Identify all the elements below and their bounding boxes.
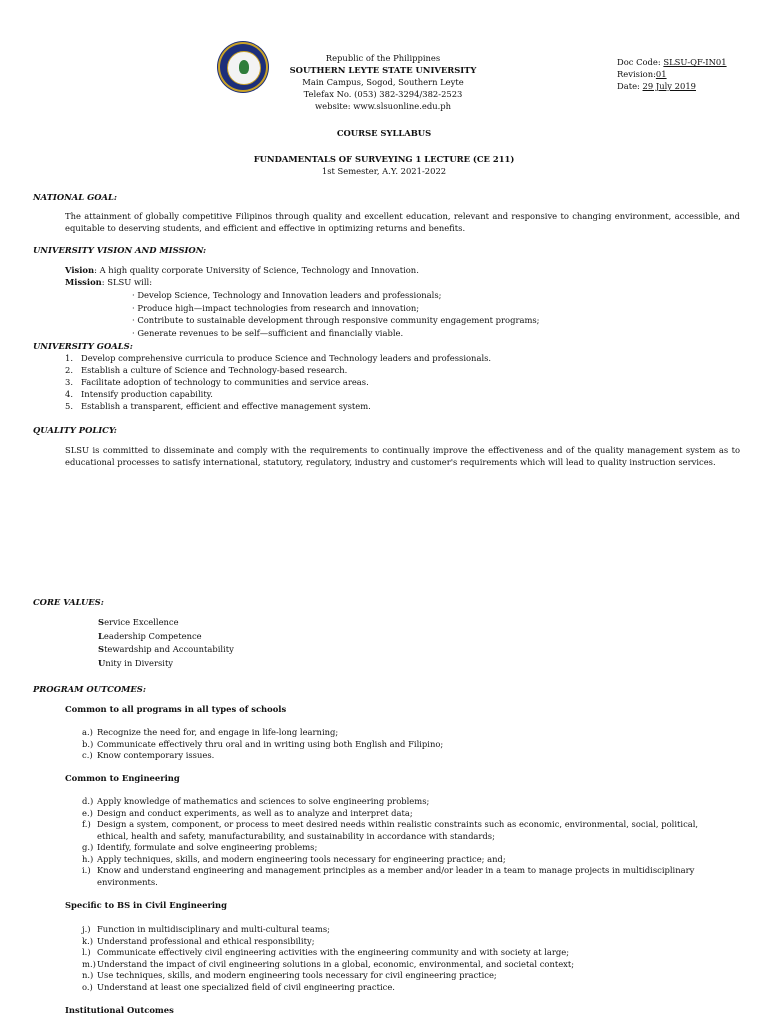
- core-value: Unity in Diversity: [98, 657, 174, 668]
- document-info: Doc Code: SLSU-QF-IN01 Revision:01 Date: 29 July 2019: [617, 57, 727, 91]
- outcome-item: e.) Design and conduct experiments, as well as to analyze and interpret data;: [82, 807, 413, 818]
- outcome-list-civil: [82, 924, 737, 993]
- mission-bullet: · Generate revenues to be self—sufficient and financially viable.: [132, 328, 404, 338]
- national-goal-heading: NATIONAL GOAL:: [33, 192, 118, 202]
- letterhead: [270, 52, 496, 112]
- outcome-item: a.) Recognize the need for, and engage in life-long learning;: [82, 727, 339, 737]
- outcome-item: l.) Communicate effectively civil engineering activities with the engineering community and with society at large;: [82, 947, 570, 957]
- quality-policy-text: SLSU is committed to disseminate and comply with the requirements to continually improve the effectiveness and of the quality management system as to educational processes to satisfy international, statutory, regulatory, industry and customer's requirements which will lead to quality instruction services.: [65, 445, 740, 467]
- outcome-item: b.) Communicate effectively thru oral and in writing using both English and Filipino;: [82, 738, 444, 749]
- engineering-heading: Common to Engineering: [65, 773, 180, 783]
- common-all-heading: Common to all programs in all types of schools: [65, 704, 287, 714]
- outcome-item: m.)Understand the impact of civil engineering solutions in a global, economic, environmental, and societal context;: [82, 958, 575, 969]
- civil-heading: Specific to BS in Civil Engineering: [65, 900, 228, 910]
- vision-mission-heading: UNIVERSITY VISION AND MISSION:: [33, 245, 207, 255]
- republic-line: Republic of the Philippines: [325, 53, 441, 63]
- mission-bullet: · Produce high—impact technologies from research and innovation;: [132, 303, 420, 313]
- outcome-item: c.) Know contemporary issues.: [82, 750, 215, 760]
- revision: 01: [655, 69, 667, 79]
- program-outcomes-heading: PROGRAM OUTCOMES:: [33, 684, 146, 694]
- university-goals-heading: UNIVERSITY GOALS:: [33, 341, 133, 351]
- semester: 1st Semester, A.Y. 2021-2022: [321, 166, 447, 176]
- outcome-item: n.) Use techniques, skills, and modern engineering tools necessary for civil engineering practice;: [82, 970, 497, 980]
- page-title: COURSE SYLLABUS: [336, 128, 432, 138]
- core-values-heading: CORE VALUES:: [33, 597, 104, 607]
- campus-line: Main Campus, Sogod, Southern Leyte: [302, 77, 464, 87]
- institutional-heading: Institutional Outcomes: [65, 1005, 174, 1015]
- outcome-item: k.) Understand professional and ethical responsibility;: [82, 935, 315, 946]
- outcome-item: o.) Understand at least one specialized field of civil engineering practice.: [82, 981, 395, 992]
- outcome-item: f.) Design a system, component, or process to meet desired needs within realistic constraints such as economic, environmental, social, political, ethical, health and safety, manufacturability, and sustainability in accordance with standards;: [82, 819, 699, 841]
- outcome-item: g.) Identify, formulate and solve engineering problems;: [82, 842, 318, 852]
- outcome-item: j.) Function in multidisciplinary and multi-cultural teams;: [82, 924, 330, 934]
- core-value: Leadership Competence: [98, 630, 202, 641]
- doc-code: SLSU-QF-IN01: [663, 57, 727, 67]
- national-goal-text: The attainment of globally competitive Filipinos through quality and excellent education, relevant and responsive to changing environment, accessible, and equitable to deserving students, and efficient and effective in optimizing returns and benefits.: [65, 211, 740, 233]
- outcome-list-engineering: [82, 796, 737, 888]
- mission-bullet: · Contribute to sustainable development through responsive community engagement programs;: [132, 315, 540, 325]
- quality-policy-heading: QUALITY POLICY:: [33, 425, 117, 435]
- outcome-item: i.) Know and understand engineering and management principles as a member and/or leader in a team to manage projects in multidisciplinary environments.: [82, 865, 695, 887]
- goal-item: 3. Facilitate adoption of technology to communities and service areas.: [65, 377, 369, 387]
- core-value: Stewardship and Accountability: [98, 644, 234, 654]
- outcome-item: h.) Apply techniques, skills, and modern engineering tools necessary for engineering practice; and;: [82, 853, 506, 864]
- university-seal-logo: [218, 42, 268, 92]
- outcome-list-common: [82, 727, 737, 762]
- doc-date: 29 July 2019: [642, 81, 696, 91]
- goal-item: 5. Establish a transparent, efficient and effective management system.: [65, 401, 371, 411]
- course-title: FUNDAMENTALS OF SURVEYING 1 LECTURE (CE 211): [253, 154, 515, 164]
- telefax-line: Telefax No. (053) 382-3294/382-2523: [303, 89, 463, 99]
- goal-item: 4. Intensify production capability.: [65, 389, 213, 399]
- core-values-list: [98, 616, 234, 670]
- university-name: SOUTHERN LEYTE STATE UNIVERSITY: [289, 65, 477, 75]
- goal-item: 2. Establish a culture of Science and Technology-based research.: [65, 365, 348, 375]
- goal-item: 1. Develop comprehensive curricula to produce Science and Technology leaders and professionals.: [65, 353, 492, 363]
- core-value: Service Excellence: [98, 617, 179, 627]
- outcome-item: d.) Apply knowledge of mathematics and sciences to solve engineering problems;: [82, 796, 430, 806]
- website-line: website: www.slsuonline.edu.ph: [314, 101, 452, 111]
- mission-line: Mission: SLSU will:: [65, 277, 153, 287]
- mission-bullet: · Develop Science, Technology and Innovation leaders and professionals;: [132, 290, 442, 300]
- vision-line: Vision: A high quality corporate University of Science, Technology and Innovation.: [65, 265, 419, 275]
